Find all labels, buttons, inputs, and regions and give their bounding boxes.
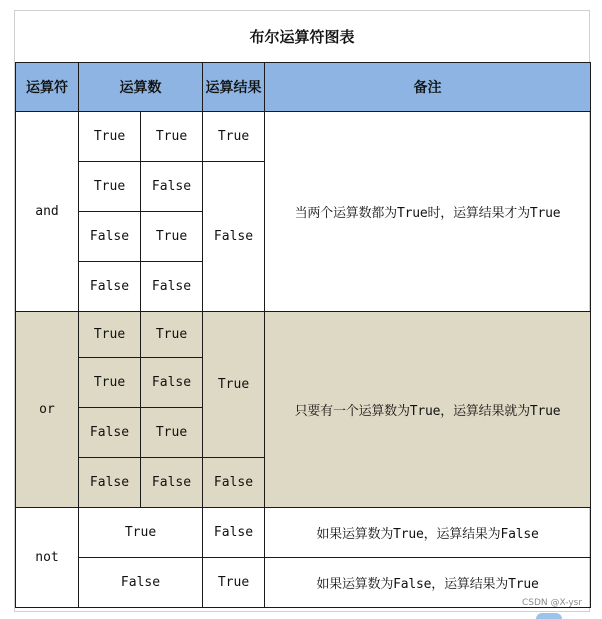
operand-cell: False	[79, 558, 203, 608]
operand-a-cell: False	[79, 212, 141, 262]
note-cell-or: 只要有一个运算数为True，运算结果就为True	[265, 312, 591, 508]
operand-b-cell: False	[141, 358, 203, 408]
operator-cell-and: and	[16, 112, 79, 312]
result-cell-merged: False	[203, 162, 265, 312]
result-cell: True	[203, 112, 265, 162]
operand-b-cell: True	[141, 312, 203, 358]
table-row	[16, 112, 591, 162]
operand-a-cell: False	[79, 262, 141, 312]
operand-b-cell: True	[141, 212, 203, 262]
operand-a-cell: False	[79, 408, 141, 458]
operator-cell-or: or	[16, 312, 79, 508]
header-notes: 备注	[265, 63, 591, 112]
header-operands: 运算数	[79, 63, 203, 112]
operand-b-cell: False	[141, 458, 203, 508]
result-cell: False	[203, 458, 265, 508]
operand-b-cell: True	[141, 408, 203, 458]
table-row	[16, 558, 591, 608]
result-cell: True	[203, 558, 265, 608]
operand-b-cell: False	[141, 262, 203, 312]
operand-b-cell: True	[141, 112, 203, 162]
table-row	[16, 508, 591, 558]
watermark-text: CSDN @X-ysr	[522, 598, 583, 608]
table-title: 布尔运算符图表	[249, 28, 355, 46]
table-row	[16, 312, 591, 358]
operand-a-cell: True	[79, 162, 141, 212]
floating-widget	[536, 613, 562, 619]
result-cell: False	[203, 508, 265, 558]
operand-b-cell: False	[141, 162, 203, 212]
operand-cell: True	[79, 508, 203, 558]
operand-a-cell: True	[79, 112, 141, 162]
operand-a-cell: True	[79, 358, 141, 408]
header-row	[16, 63, 591, 112]
header-result: 运算结果	[203, 63, 265, 112]
boolean-operator-table	[15, 62, 591, 608]
result-cell-merged: True	[203, 312, 265, 458]
note-cell-not-true: 如果运算数为True，运算结果为False	[265, 508, 591, 558]
operand-a-cell: False	[79, 458, 141, 508]
note-cell-and: 当两个运算数都为True时，运算结果才为True	[265, 112, 591, 312]
note-cell-not-false: 如果运算数为False，运算结果为True	[265, 558, 591, 608]
operator-cell-not: not	[16, 508, 79, 608]
operand-a-cell: True	[79, 312, 141, 358]
header-operator: 运算符	[16, 63, 79, 112]
